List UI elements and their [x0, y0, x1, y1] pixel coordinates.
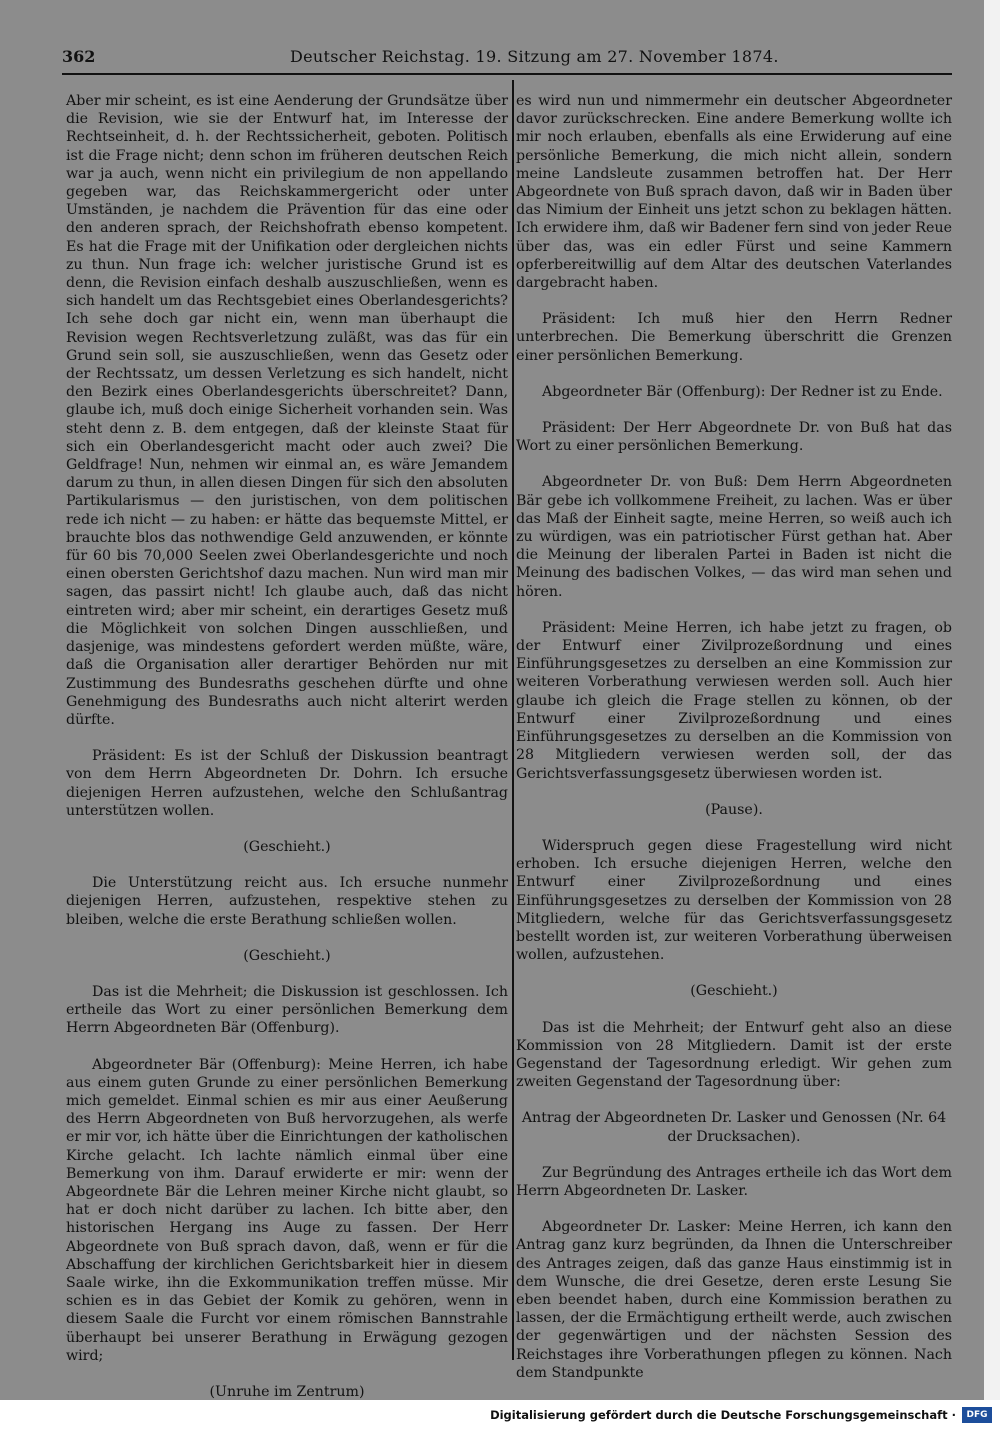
- page-header: [62, 47, 952, 73]
- dfg-logo: DFG: [962, 1407, 992, 1423]
- paragraph: Präsident: Der Herr Abgeordnete Dr. von Buß hat das Wort zu einer persönlichen Bemerkung.: [516, 420, 952, 455]
- stage-direction: (Unruhe im Zentrum): [209, 1384, 365, 1400]
- column-divider: [512, 80, 514, 1360]
- footer: [0, 1400, 1000, 1432]
- right-column: [516, 92, 952, 1400]
- paragraph: Widerspruch gegen diese Fragestellung wird nicht erhoben. Ich ersuche diejenigen Herren, welche den Entwurf einer Zivilprozeßordnung und eines Einführungsgesetzes zu derselben der Kommission von 28 Mitgliedern, welche für das Gerichtsverfassungsgesetz bestellt worden ist, zur weiteren Vorberathung überweisen wollen, aufzustehen.: [516, 837, 952, 964]
- paragraph: Abgeordneter Bär (Offenburg): Der Redner ist zu Ende.: [542, 383, 943, 400]
- stage-direction: (Geschieht.): [690, 983, 778, 1000]
- left-column: [66, 92, 508, 1419]
- paragraph: Das ist die Mehrheit; die Diskussion ist geschlossen. Ich ertheile das Wort zu einer persönlichen Bemerkung dem Herrn Abgeordneten Bär (Offenburg).: [66, 983, 508, 1037]
- page-number: 362: [62, 47, 96, 66]
- paragraph: Präsident: Ich muß hier den Herrn Redner unterbrechen. Die Bemerkung überschritt die Grenzen einer persönlichen Bemerkung.: [516, 311, 952, 364]
- stage-direction: (Pause).: [705, 801, 763, 818]
- paragraph: Aber mir scheint, es ist eine Aenderung der Grundsätze über die Revision, wie sie der Entwurf hat, im Interesse der Rechtseinheit, d. h. der Rechtssicherheit, geboten. Politisch ist die Frage nicht; denn schon im früheren deutschen Reich war ja auch, wenn nicht ein privilegium de non appellando gegeben war, das Reichskammergericht oder unter Umständen, je nachdem die Prävention für das eine oder den anderen sprach, der Reichshofrath ebenso kompetent. Es hat die Frage mit der Unifikation oder dergleichen nichts zu thun. Nun frage ich: welcher juristische Grund ist es denn, die Revision einfach deshalb auszuschließen, wenn es sich handelt um das Rechtsgebiet eines Oberlandesgerichts? Ich sehe doch gar nicht ein, wenn man überhaupt die Revision wegen Rechtsverletzung zuläßt, was das für ein Grund sein soll, sie auszuschließen, wenn das Gesetz oder der Rechtssatz, um dessen Verletzung es sich handelt, nicht den Bezirk eines Oberlandesgerichts überschreitet? Dann, glaube ich, muß doch einige Sicherheit vorhanden sein. Was steht denn z. B. dem entgegen, daß der kleinste Staat für sich ein Oberlandesgericht macht oder auch zwei? Die Geldfrage! Nun, nehmen wir einmal an, es wäre Jemandem darum zu thun, in allen diesen Dingen für sich den absoluten Partikularismus — den juristischen, von dem politischen rede ich nicht — zu haben: er hätte das bequemste Mittel, er brauchte blos das nothwendige Geld anzuwenden, er könnte für 60 bis 70,000 Seelen zwei Oberlandesgerichte und noch einen obersten Gerichtshof dazu machen. Nun wird man mir sagen, das passirt nicht! Ich glaube auch, daß das nicht eintreten wird; aber mir scheint, ein derartiges Gesetz muß die Möglichkeit von solchen Dingen ausschließen, und dasjenige, was mindestens gefordert werden müßte, wäre, daß die Organisation aller derartiger Behörden nur mit Zustimmung des Bundesraths geschehen dürfte und ohne Genehmigung des Bundesraths auch nicht alterirt werden dürfte.: [66, 93, 508, 728]
- stage-direction: (Geschieht.): [243, 838, 331, 855]
- paragraph: Die Unterstützung reicht aus. Ich ersuche nunmehr diejenigen Herren, aufzustehen, respektive stehen zu bleiben, welche die erste Berathung schließen wollen.: [66, 875, 508, 928]
- paragraph: Präsident: Meine Herren, ich habe jetzt zu fragen, ob der Entwurf einer Zivilprozeßordnung und eines Einführungsgesetzes zu derselben an eine Kommission zur weiteren Vorberathung verwiesen werden soll. Auch hier glaube ich gleich die Frage stellen zu können, ob der Entwurf einer Zivilprozeßordnung und eines Einführungsgesetzes zu derselben an die Kommission von 28 Mitgliedern verwiesen werden soll, der das Gerichtsverfassungsgesetz überwiesen worden ist.: [516, 619, 952, 782]
- paragraph: Zur Begründung des Antrages ertheile ich das Wort dem Herrn Abgeordneten Dr. Lasker.: [516, 1164, 952, 1199]
- paragraph: Das ist die Mehrheit; der Entwurf geht also an diese Kommission von 28 Mitgliedern. Damit ist der erste Gegenstand der Tagesordnung erledigt. Wir gehen zum zweiten Gegenstand der Tagesordnung über:: [516, 1019, 952, 1091]
- header-rule: [62, 73, 952, 75]
- paragraph: Präsident: Es ist der Schluß der Diskussion beantragt von dem Herrn Abgeordneten Dr. Dohrn. Ich ersuche diejenigen Herren aufzustehen, welche den Schlußantrag unterstützen wollen.: [66, 748, 508, 819]
- paragraph: es wird nun und nimmermehr ein deutscher Abgeordneter davor zurückschrecken. Eine andere Bemerkung wollte ich mir noch erlauben, ebenfalls als eine Erwiderung auf eine persönliche Bemerkung, die mich nicht allein, sondern meine Landsleute zusammen betroffen hat. Der Herr Abgeordnete von Buß sprach davon, daß wir in Baden über das Nimium der Einheit uns jetzt schon zu beklagen hätten. Ich erwidere ihm, daß wir Badener fern sind von jeder Reue über das, was ein edler Fürst und seine Kammern opferbereitwillig auf dem Altar des deutschen Vaterlandes dargebracht haben.: [516, 93, 952, 292]
- funding-credit: Digitalisierung gefördert durch die Deutsche Forschungsgemeinschaft ·: [490, 1408, 956, 1422]
- paragraph: Abgeordneter Bär (Offenburg): Meine Herren, ich habe aus einem guten Grunde zu einer persönlichen Bemerkung mich gemeldet. Einmal schien es mir aus einer Aeußerung des Herrn Abgeordneten von Buß hervorzugehen, als werfe er mir vor, ich hätte über die Einrichtungen der katholischen Kirche gelacht. Ich lachte nämlich einmal über eine Bemerkung von ihm. Darauf erwiderte er mir: wenn der Abgeordnete Bär die Lehren meiner Kirche nicht glaubt, so hat er doch nicht darüber zu lachen. Ich bitte aber, den historischen Hergang ins Auge zu fassen. Der Herr Abgeordnete von Buß sprach davon, daß, wenn er für die Abschaffung der kirchlichen Gerichtsbarkeit hier in diesem Saale wirke, ihn die Exkommunikation treffen müsse. Mir schien es in das Gebiet der Komik zu gehören, wenn in diesem Saale die Furcht vor einem römischen Bannstrahle überhaupt bei unserer Berathung in Erwägung gezogen wird;: [66, 1056, 508, 1364]
- agenda-item-heading: Antrag der Abgeordneten Dr. Lasker und Genossen (Nr. 64 der Drucksachen).: [521, 1110, 947, 1145]
- paragraph: Abgeordneter Dr. von Buß: Dem Herrn Abgeordneten Bär gebe ich vollkommene Freiheit, zu lachen. Was er über das Maß der Einheit sagte, meine Herren, so weiß auch ich zu würdigen, was ein patriotischer Fürst gethan hat. Aber die Meinung der liberalen Partei in Baden ist nicht die Meinung des badischen Volkes, — das wird man sehen und hören.: [516, 474, 952, 600]
- paragraph: Abgeordneter Dr. Lasker: Meine Herren, ich kann den Antrag ganz kurz begründen, da Ihnen die Unterschreiber des Antrages zeigen, daß das ganze Haus einstimmig ist in dem Wunsche, die drei Gesetze, deren erste Lesung Sie eben beendet haben, durch eine Kommission berathen zu lassen, der die Ermächtigung ertheilt werde, auch zwischen der gegenwärtigen und der nächsten Session des Reichstages ihre Vorberathungen pflegen zu können. Nach dem Standpunkte: [516, 1219, 952, 1381]
- stage-direction: (Geschieht.): [243, 947, 331, 964]
- running-title: Deutscher Reichstag. 19. Sitzung am 27. November 1874.: [290, 47, 779, 66]
- page-edge: [984, 0, 1000, 1400]
